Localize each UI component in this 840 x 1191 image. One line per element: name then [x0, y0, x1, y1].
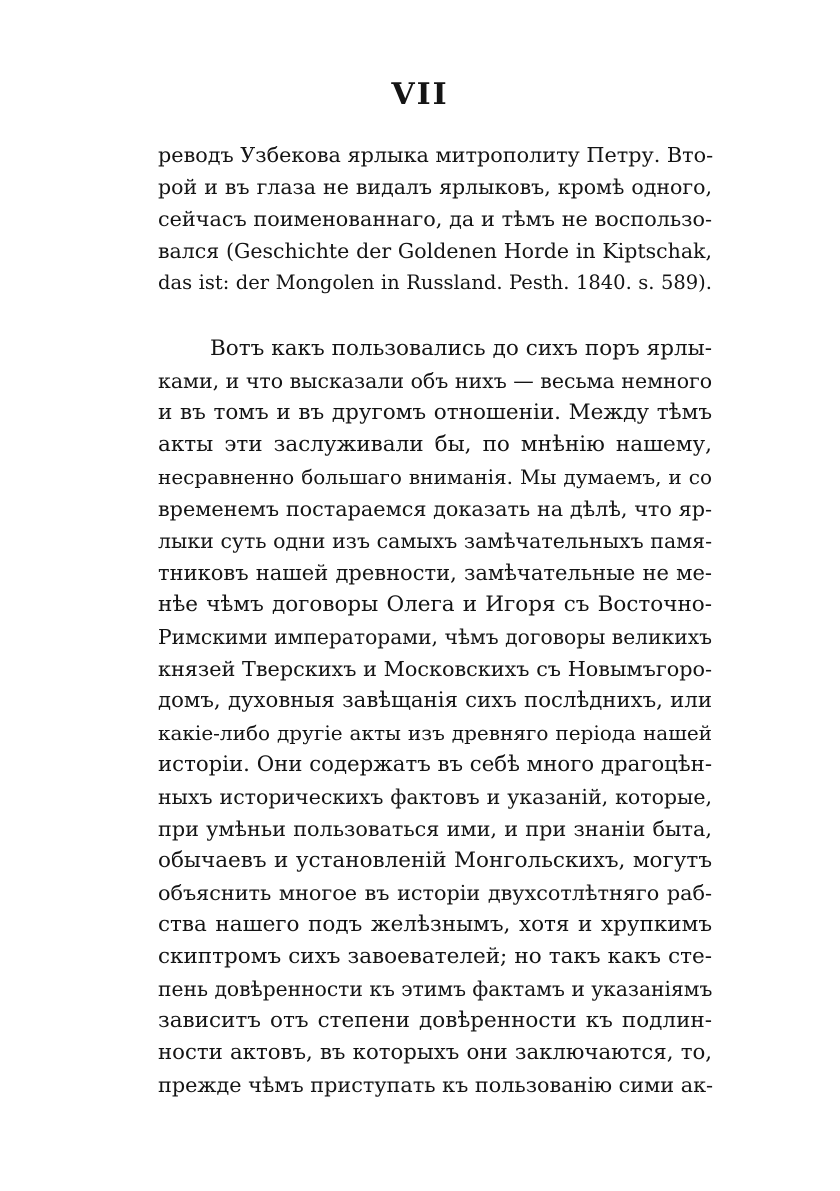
text-line: объяснить многое въ исторіи двухсотлѣтняго раб- — [158, 881, 712, 905]
text-line: какіе-либо другіе акты изъ древняго періода нашей — [158, 721, 712, 745]
text-line: das ist: der Mongolen in Russland. Pesth. 1840. s. 589). — [158, 271, 712, 294]
text-line: лыки суть одни изъ самыхъ замѣчательныхъ памя- — [158, 529, 712, 553]
text-line: сейчасъ поименованнаго, да и тѣмъ не воспользо- — [158, 207, 712, 231]
text-line: прежде чѣмъ приступать къ пользованію сими ак- — [158, 1073, 714, 1097]
text-line: ства нашего подъ желѣзнымъ, хотя и хрупкимъ — [158, 912, 712, 937]
text-line: ками, и что высказали объ нихъ — весьма немного — [158, 369, 713, 393]
text-line: рой и въ глаза не видалъ ярлыковъ, кромѣ одного, — [158, 175, 712, 199]
text-line: нѣе чѣмъ договоры Олега и Игоря съ Восточно- — [158, 592, 712, 617]
text-line: исторіи. Они содержатъ въ себѣ много драгоцѣн- — [158, 752, 712, 777]
text-line: реводъ Узбекова ярлыка митрополиту Петру. Вто- — [158, 143, 714, 167]
text-line: князей Тверскихъ и Московскихъ съ Новымъгоро- — [158, 657, 712, 681]
text-line: Вотъ какъ пользовались до сихъ поръ ярлы- — [210, 336, 712, 361]
text-line: Римскими императорами, чѣмъ договоры великихъ — [158, 625, 712, 649]
text-line: временемъ постараемся доказать на дѣлѣ, что яр- — [158, 497, 712, 521]
text-line: при умѣньи пользоваться ими, и при знаніи быта, — [158, 817, 712, 841]
text-line: скиптромъ сихъ завоевателей; но такъ какъ сте- — [158, 944, 712, 969]
text-line: акты эти заслуживали бы, по мнѣнію нашему, — [158, 432, 712, 457]
text-line: зависитъ отъ степени довѣренности къ подлин- — [158, 1008, 712, 1033]
text-line: домъ, духовныя завѣщанія сихъ послѣднихъ, или — [158, 688, 712, 713]
text-line: и въ томъ и въ другомъ отношеніи. Между тѣмъ — [158, 400, 712, 425]
text-line: пень довѣренности къ этимъ фактамъ и указаніямъ — [158, 977, 713, 1001]
text-line: несравненно большаго вниманія. Мы думаемъ, и со — [158, 465, 712, 489]
page-number: VII — [391, 77, 449, 112]
text-line: вался (Geschichte der Goldenen Horde in Kiptschak, — [158, 239, 712, 263]
text-line: обычаевъ и установленій Монгольскихъ, могутъ — [158, 848, 712, 873]
text-line: ности актовъ, въ которыхъ они заключаются, то, — [158, 1040, 712, 1065]
text-line: тниковъ нашей древности, замѣчательные не ме- — [158, 561, 712, 585]
text-line: ныхъ историческихъ фактовъ и указаній, которые, — [158, 785, 712, 809]
